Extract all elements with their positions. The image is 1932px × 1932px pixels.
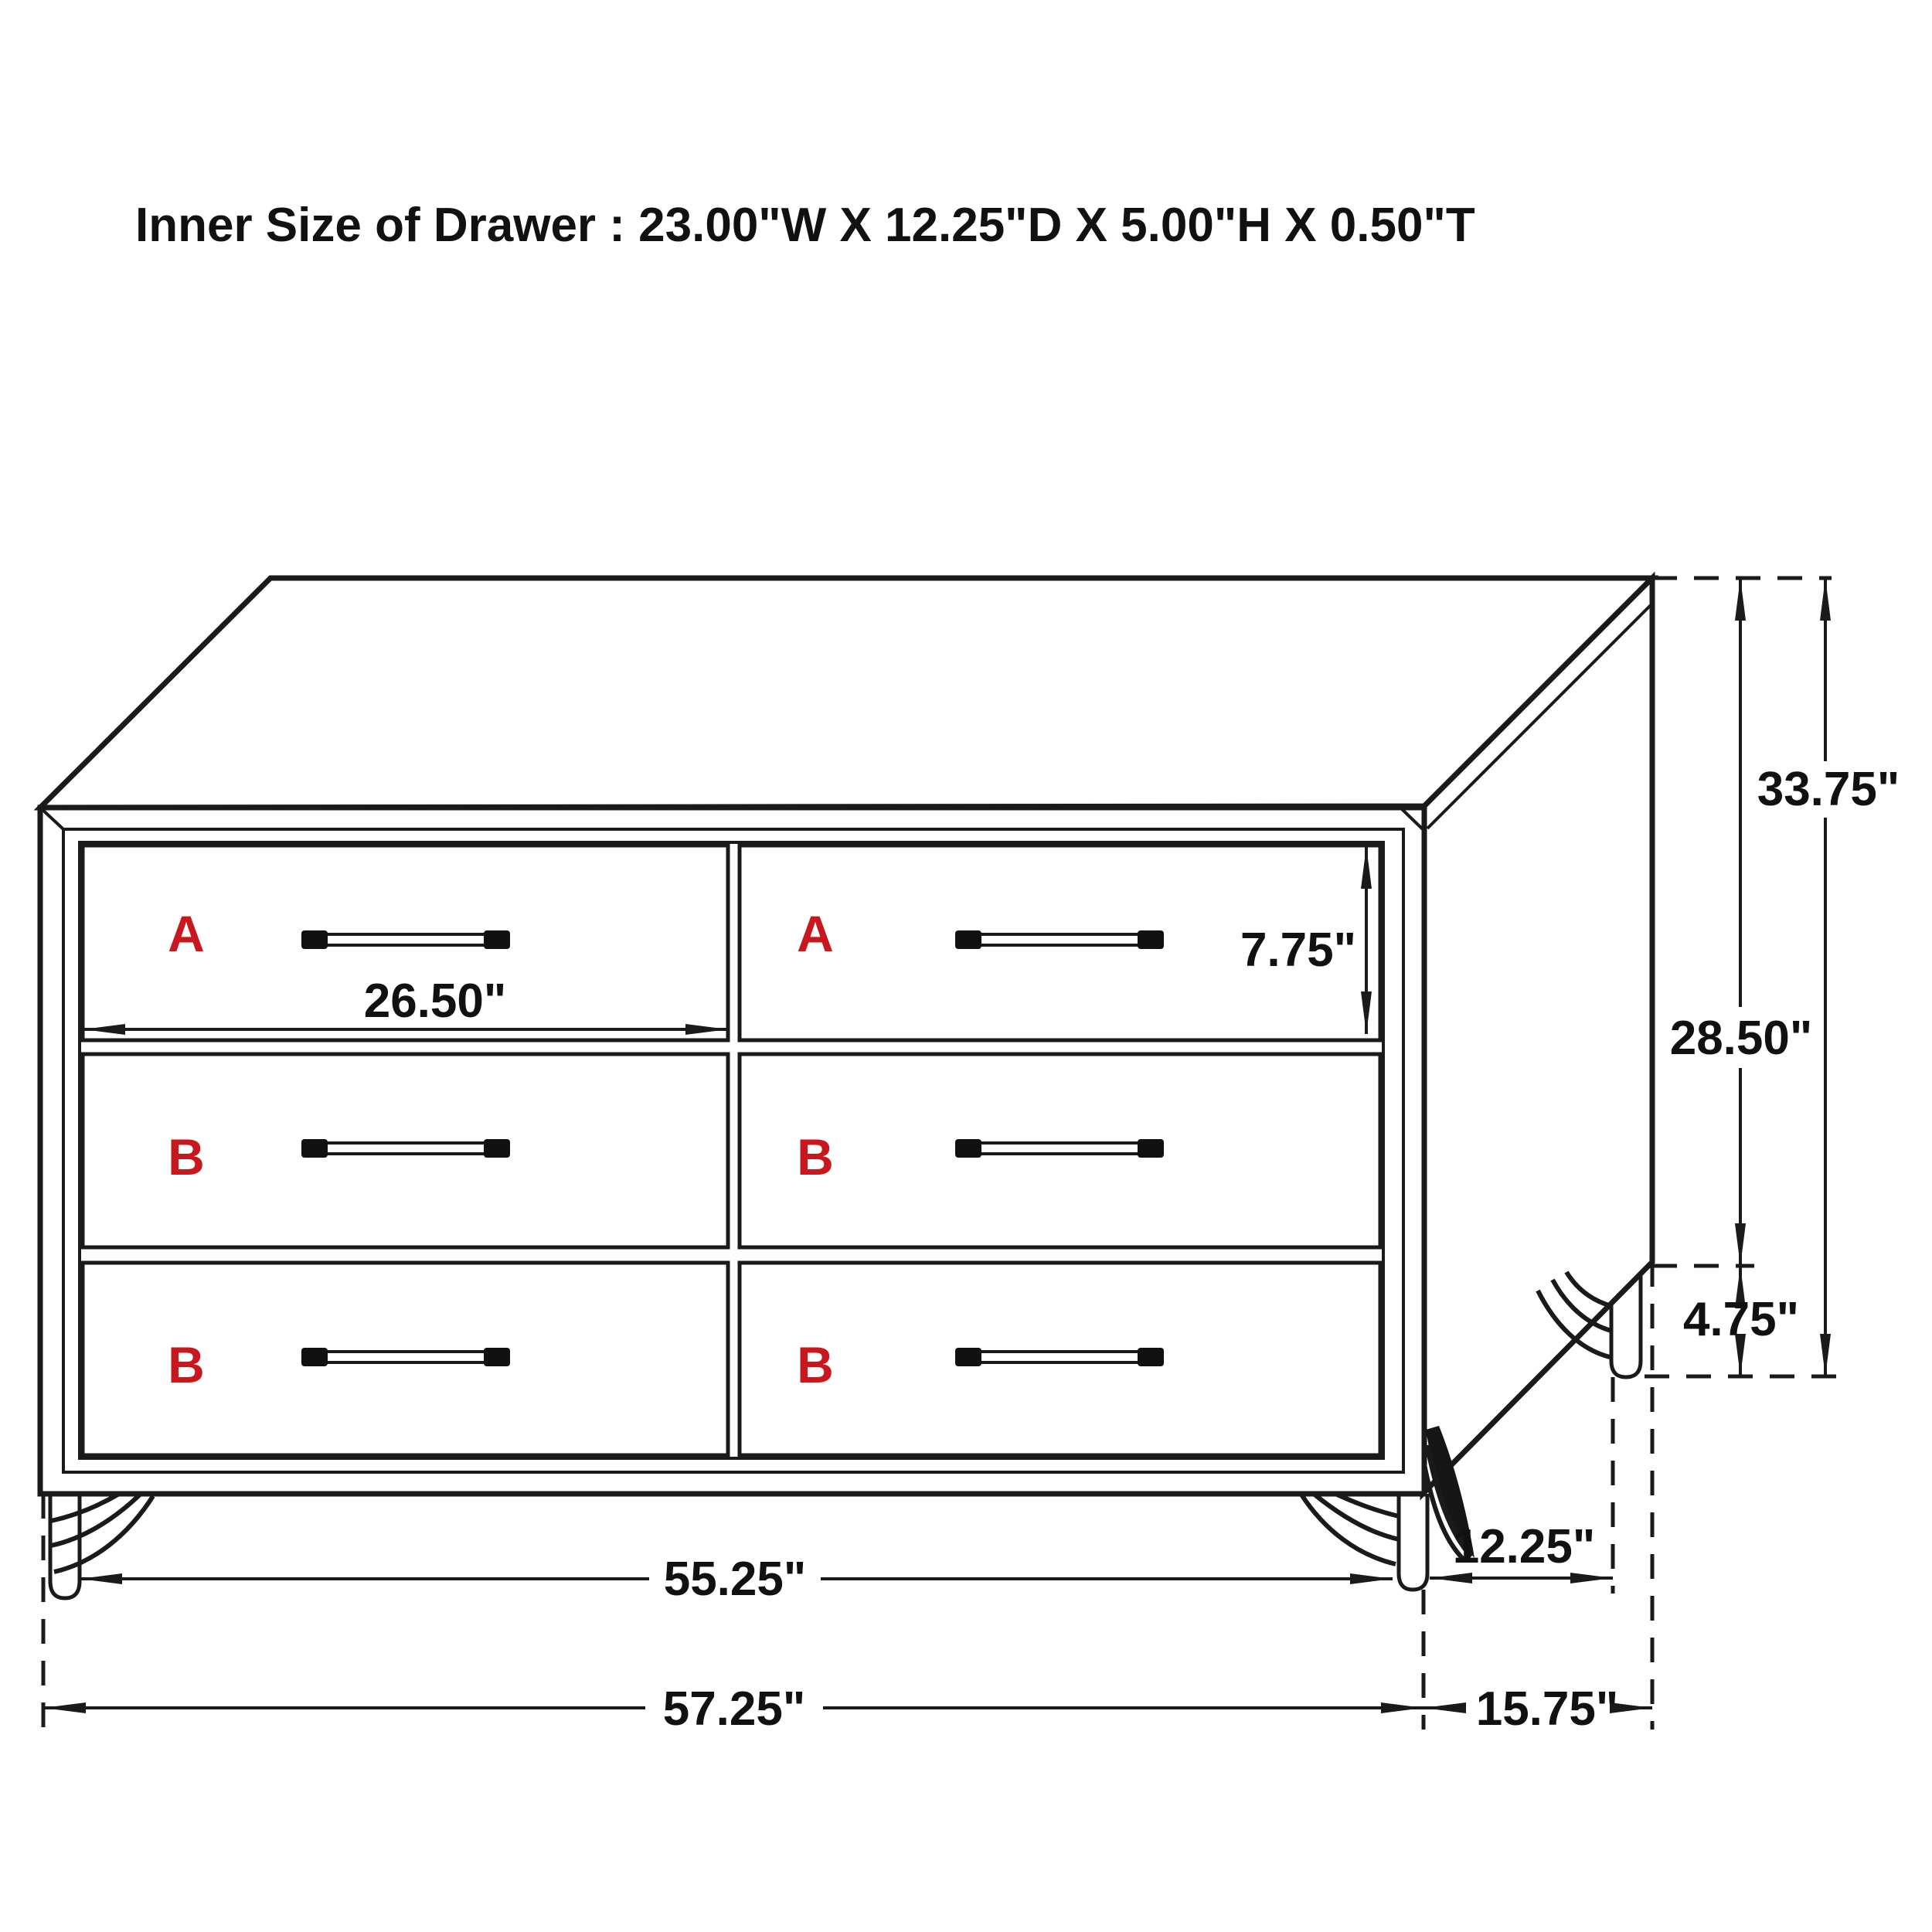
drawer-label-b-bottom-left: B: [168, 1336, 205, 1393]
drawer-handle: [301, 930, 510, 949]
dim-label-overall-height: 33.75": [1757, 763, 1900, 816]
drawer-handle: [301, 1139, 510, 1158]
front-right-leg: [1399, 1494, 1427, 1590]
drawer-handle: [955, 1139, 1164, 1158]
drawer-label-a-right: A: [797, 905, 834, 962]
drawer-label-b-bottom-right: B: [797, 1336, 834, 1393]
front-left-leg-accent-rings: [51, 1494, 153, 1572]
dim-label-drawer-height: 7.75": [1240, 923, 1357, 977]
dim-label-body-height: 28.50": [1669, 1012, 1813, 1065]
drawer-handle: [301, 1348, 510, 1366]
drawer-label-b-middle-left: B: [168, 1128, 205, 1185]
front-right-leg-accent-rings: [1301, 1494, 1399, 1564]
dim-label-leg-height: 4.75": [1682, 1293, 1800, 1346]
dim-label-overall-width: 57.25": [662, 1682, 806, 1736]
dim-label-overall-depth: 15.75": [1475, 1682, 1619, 1736]
dim-label-side-span: 12.25": [1452, 1520, 1596, 1573]
dim-label-leg-span: 55.25": [663, 1553, 807, 1606]
drawer-label-a-left: A: [168, 905, 205, 962]
drawer-label-b-middle-right: B: [797, 1128, 834, 1185]
inner-size-note: Inner Size of Drawer : 23.00"W X 12.25"D X 5.00"H X 0.50"T: [135, 199, 1475, 252]
dim-label-drawer-width: 26.50": [363, 975, 507, 1028]
cabinet-top-face: [40, 578, 1652, 808]
drawer-handle: [955, 1348, 1164, 1366]
drawer-handle: [955, 930, 1164, 949]
